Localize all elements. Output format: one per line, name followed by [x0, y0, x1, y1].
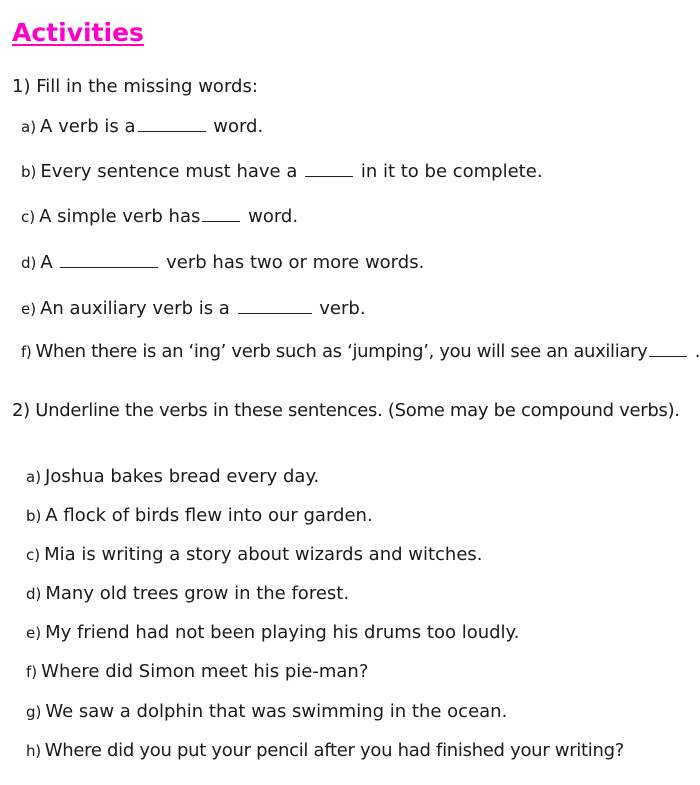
answer-blank — [202, 220, 240, 222]
item-text-before: When there is an ‘ing’ verb such as ‘jumping’, you will see an auxiliary — [35, 341, 648, 362]
verb-item-b — [26, 505, 373, 526]
item-letter: h) — [26, 742, 41, 760]
item-text: Many old trees grow in the forest. — [45, 583, 350, 604]
item-text-after: in it to be complete. — [355, 161, 543, 182]
answer-blank — [238, 312, 312, 314]
item-text: We saw a dolphin that was swimming in the ocean. — [45, 701, 508, 722]
item-letter: c) — [26, 546, 41, 564]
item-letter: e) — [26, 624, 42, 642]
item-text-after: . — [689, 341, 700, 362]
item-text: Mia is writing a story about wizards and witches. — [44, 544, 483, 565]
item-text-after: verb has two or more words. — [160, 252, 425, 273]
answer-blank — [649, 355, 687, 357]
item-text-after: verb. — [313, 298, 366, 319]
fill-item-f — [21, 341, 700, 362]
item-text-after: word. — [207, 116, 264, 137]
item-letter: d) — [21, 254, 37, 272]
answer-blank — [60, 266, 158, 268]
verb-item-c — [26, 544, 483, 565]
item-text: Where did Simon meet his pie-man? — [41, 661, 369, 682]
item-letter: c) — [21, 208, 36, 226]
item-letter: b) — [26, 507, 42, 525]
answer-blank — [138, 130, 206, 132]
item-letter: g) — [26, 703, 42, 721]
item-letter: b) — [21, 163, 37, 181]
item-text-after: word. — [242, 206, 299, 227]
fill-item-a — [21, 116, 263, 137]
fill-item-b — [21, 161, 543, 182]
item-text: Joshua bakes bread every day. — [45, 466, 320, 487]
verb-item-f — [26, 661, 368, 682]
item-text: Where did you put your pencil after you had finished your writing? — [44, 740, 624, 761]
verb-item-d — [26, 583, 349, 604]
item-text-before: A verb is a — [40, 116, 136, 137]
item-letter: e) — [21, 300, 37, 318]
item-letter: a) — [26, 468, 42, 486]
item-text: A flock of birds flew into our garden. — [45, 505, 373, 526]
verb-item-g — [26, 701, 507, 722]
verb-item-a — [26, 466, 319, 487]
verb-item-h — [26, 740, 624, 761]
item-text-before: An auxiliary verb is a — [40, 298, 236, 319]
item-text-before: A simple verb has — [39, 206, 201, 227]
section1-heading: 1) Fill in the missing words: — [12, 76, 258, 97]
page-title: Activities — [12, 18, 144, 47]
fill-item-c — [21, 206, 298, 227]
verb-item-e — [26, 622, 519, 643]
item-letter: f) — [21, 343, 32, 361]
fill-item-e — [21, 298, 366, 319]
item-letter: f) — [26, 663, 38, 681]
answer-blank — [305, 175, 353, 177]
item-text: My friend had not been playing his drums too loudly. — [45, 622, 520, 643]
item-letter: d) — [26, 585, 42, 603]
item-text-before: A — [40, 252, 59, 273]
item-text-before: Every sentence must have a — [40, 161, 304, 182]
section2-heading: 2) Underline the verbs in these sentences. (Some may be compound verbs). — [12, 400, 680, 421]
item-letter: a) — [21, 118, 37, 136]
fill-item-d — [21, 252, 424, 273]
